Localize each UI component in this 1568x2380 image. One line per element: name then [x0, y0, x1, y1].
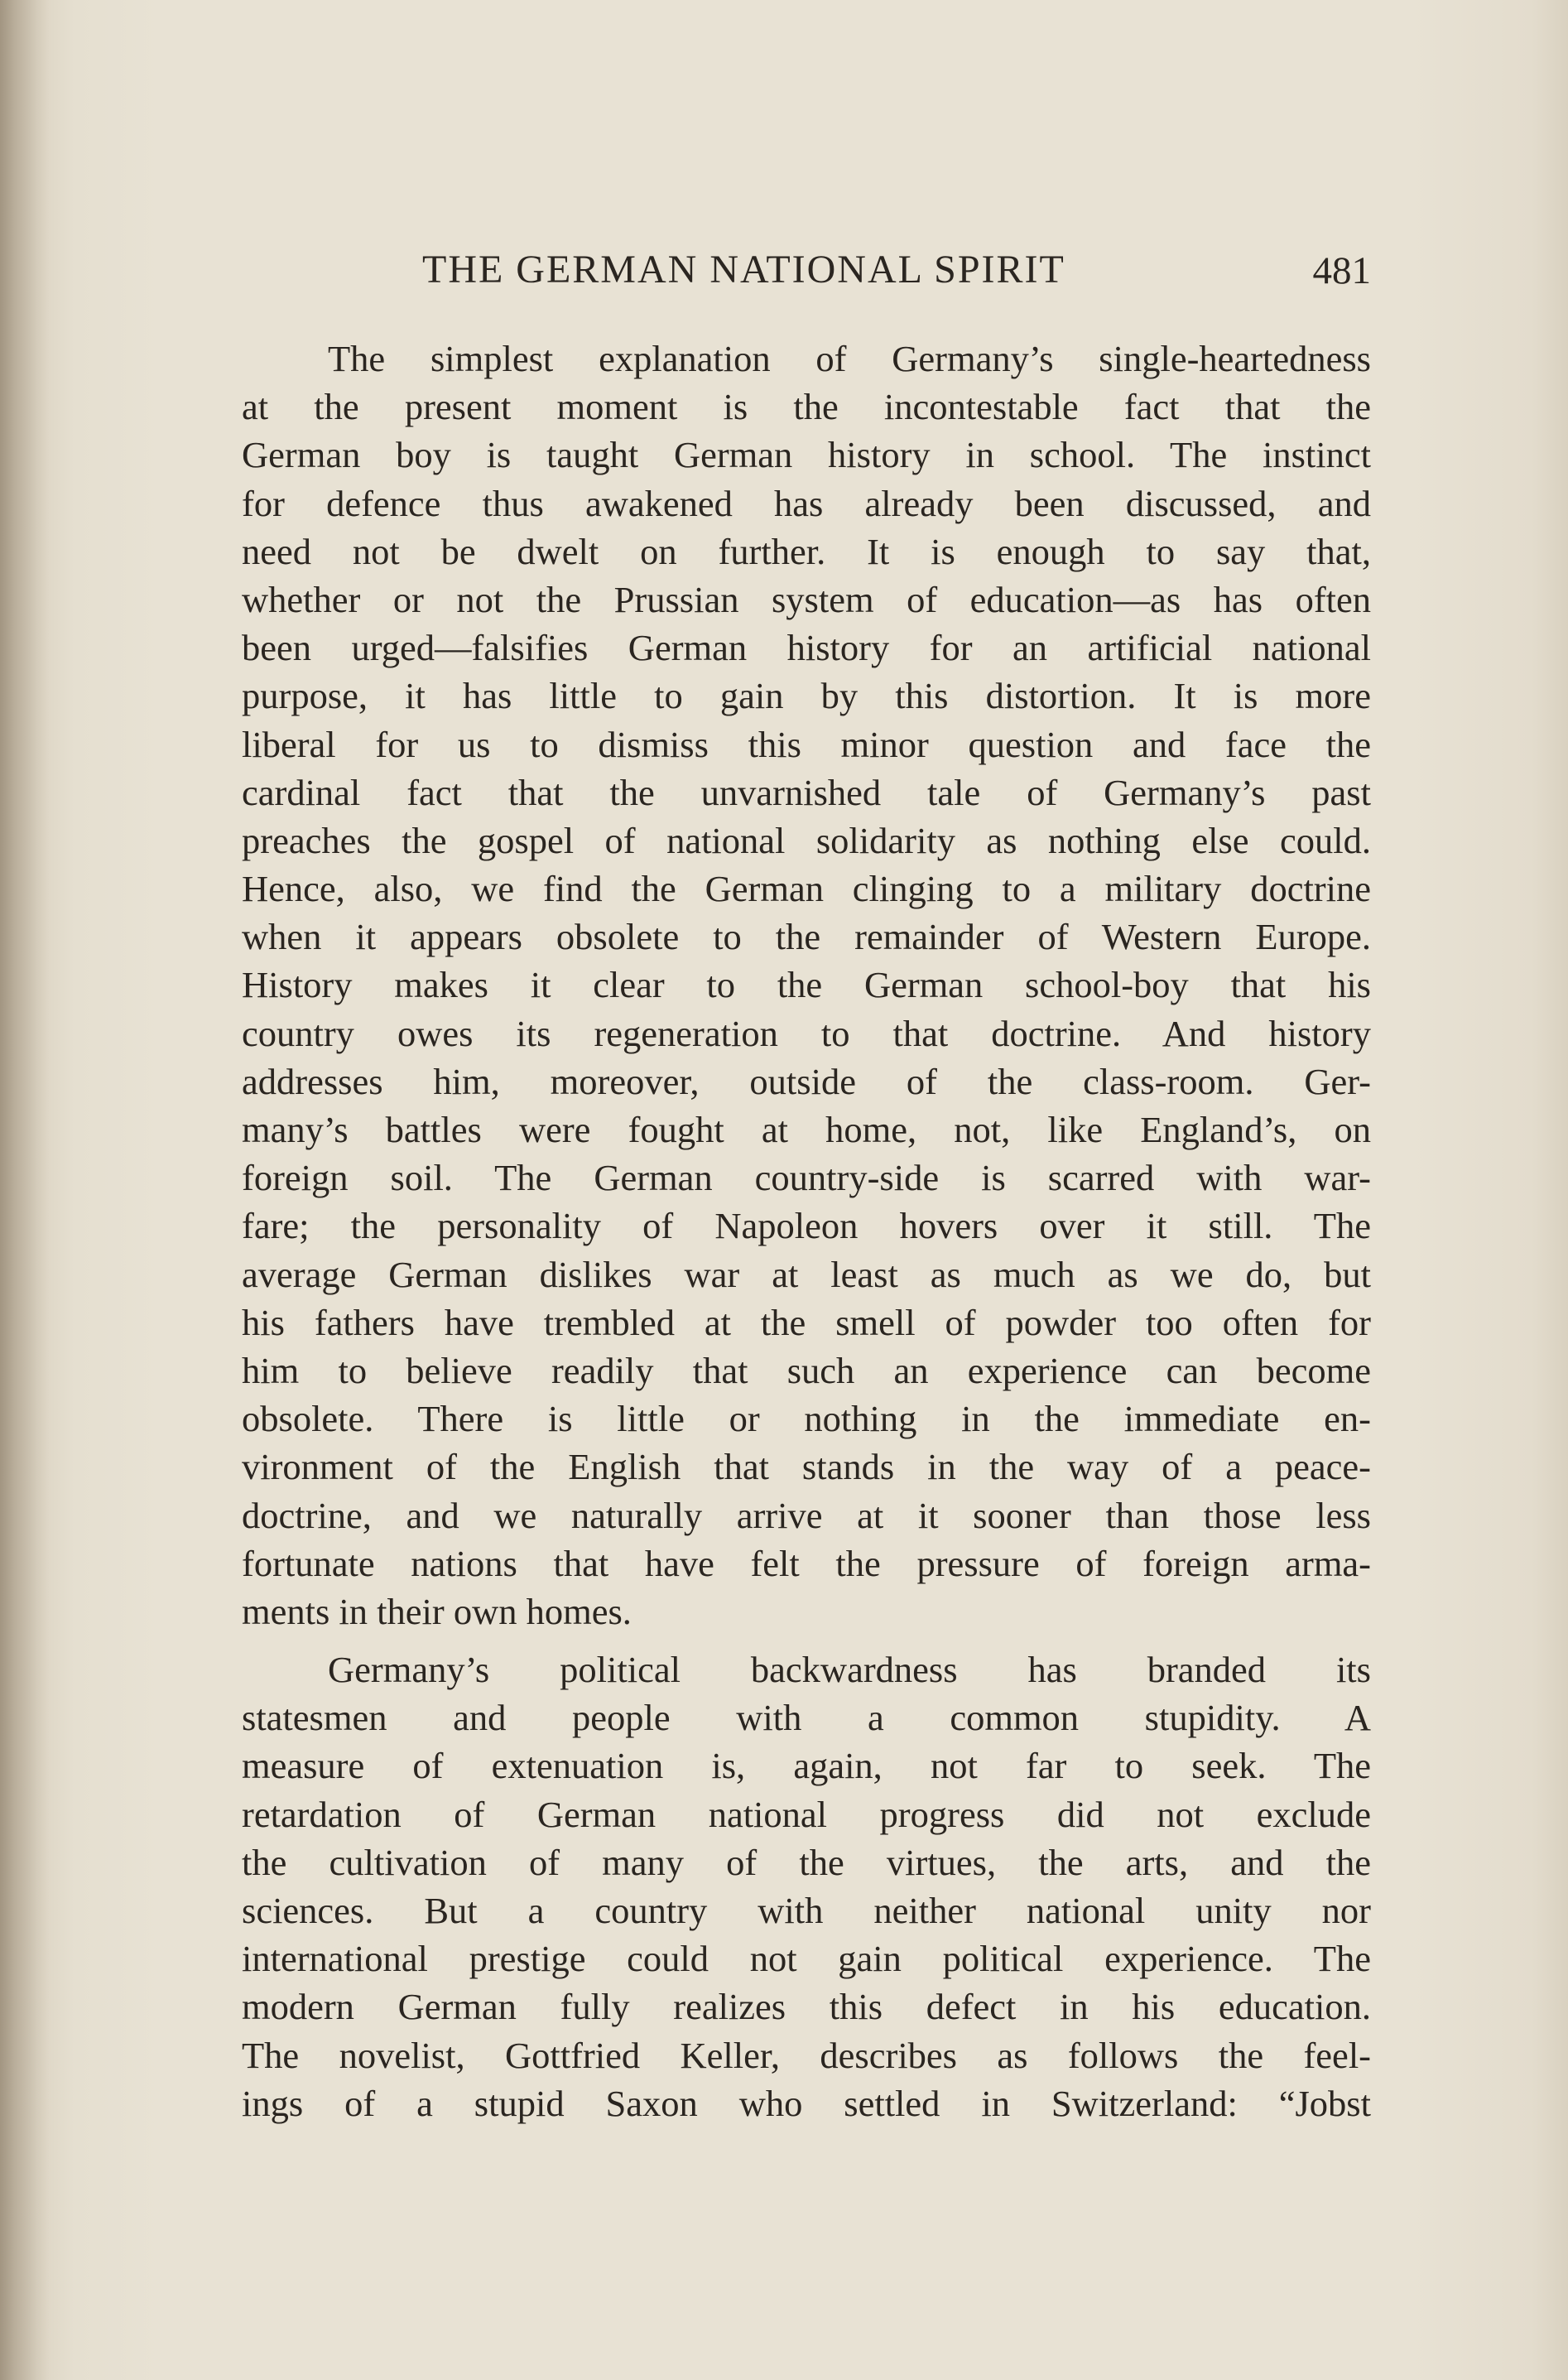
text-line: History makes it clear to the German school-boy that his [242, 964, 1371, 1006]
body-text [242, 335, 1371, 2127]
binding-shadow [0, 0, 50, 2380]
text-line: cardinal fact that the unvarnished tale of Germany’s past [242, 771, 1371, 813]
text-line: average German dislikes war at least as much as we do, but [242, 1253, 1371, 1295]
text-line: The novelist, Gottfried Keller, describes as follows the feel- [242, 2034, 1371, 2076]
text-line: need not be dwelt on further. It is enough to say that, [242, 530, 1371, 572]
text-line: many’s battles were fought at home, not, like England’s, on [242, 1109, 1371, 1150]
text-line: whether or not the Prussian system of education—as has often [242, 578, 1371, 620]
text-line: doctrine, and we naturally arrive at it sooner than those less [242, 1494, 1371, 1536]
text-line: for defence thus awakened has already been discussed, and [242, 482, 1371, 524]
text-line: purpose, it has little to gain by this distortion. It is more [242, 675, 1371, 717]
running-title: THE GERMAN NATIONAL SPIRIT [422, 248, 1065, 291]
text-line: vironment of the English that stands in the way of a peace- [242, 1446, 1371, 1488]
text-line: Hence, also, we find the German clinging to a military doctrine [242, 868, 1371, 910]
text-line: modern German fully realizes this defect in his education. [242, 1986, 1371, 2028]
text-line: statesmen and people with a common stupidity. A [242, 1697, 1371, 1739]
text-line: country owes its regeneration to that doctrine. And history [242, 1012, 1371, 1054]
paragraph [242, 335, 1371, 1636]
text-line: at the present moment is the incontestable fact that the [242, 386, 1371, 428]
text-line: measure of extenuation is, again, not far to seek. The [242, 1745, 1371, 1787]
text-line: liberal for us to dismiss this minor question and face the [242, 723, 1371, 765]
text-line: fare; the personality of Napoleon hovers over it still. The [242, 1205, 1371, 1247]
text-line: ings of a stupid Saxon who settled in Switzerland: “Jobst [242, 2082, 1371, 2124]
text-line: his fathers have trembled at the smell of powder too often for [242, 1301, 1371, 1343]
text-line: Germany’s political backwardness has branded its [328, 1649, 1371, 1691]
text-line: fortunate nations that have felt the pressure of foreign arma- [242, 1542, 1371, 1584]
text-line: been urged—falsifies German history for an artificial national [242, 627, 1371, 669]
text-line: when it appears obsolete to the remainder of Western Europe. [242, 916, 1371, 958]
text-line: The simplest explanation of Germany’s single-heartedness [328, 338, 1371, 379]
paragraph [242, 1645, 1371, 2127]
running-head [242, 247, 1371, 296]
text-line: preaches the gospel of national solidarity as nothing else could. [242, 819, 1371, 861]
text-line: ments in their own homes. [242, 1590, 632, 1632]
text-line: sciences. But a country with neither national unity nor [242, 1890, 1371, 1931]
text-line: addresses him, moreover, outside of the class-room. Ger- [242, 1060, 1371, 1102]
page-number: 481 [1312, 249, 1371, 292]
text-line: him to believe readily that such an experience can become [242, 1349, 1371, 1391]
text-line: international prestige could not gain political experience. The [242, 1938, 1371, 1980]
text-line: obsolete. There is little or nothing in the immediate en- [242, 1398, 1371, 1440]
text-line: foreign soil. The German country-side is scarred with war- [242, 1157, 1371, 1199]
text-line: German boy is taught German history in school. The instinct [242, 434, 1371, 476]
text-line: the cultivation of many of the virtues, the arts, and the [242, 1841, 1371, 1883]
text-line: retardation of German national progress did not exclude [242, 1793, 1371, 1835]
